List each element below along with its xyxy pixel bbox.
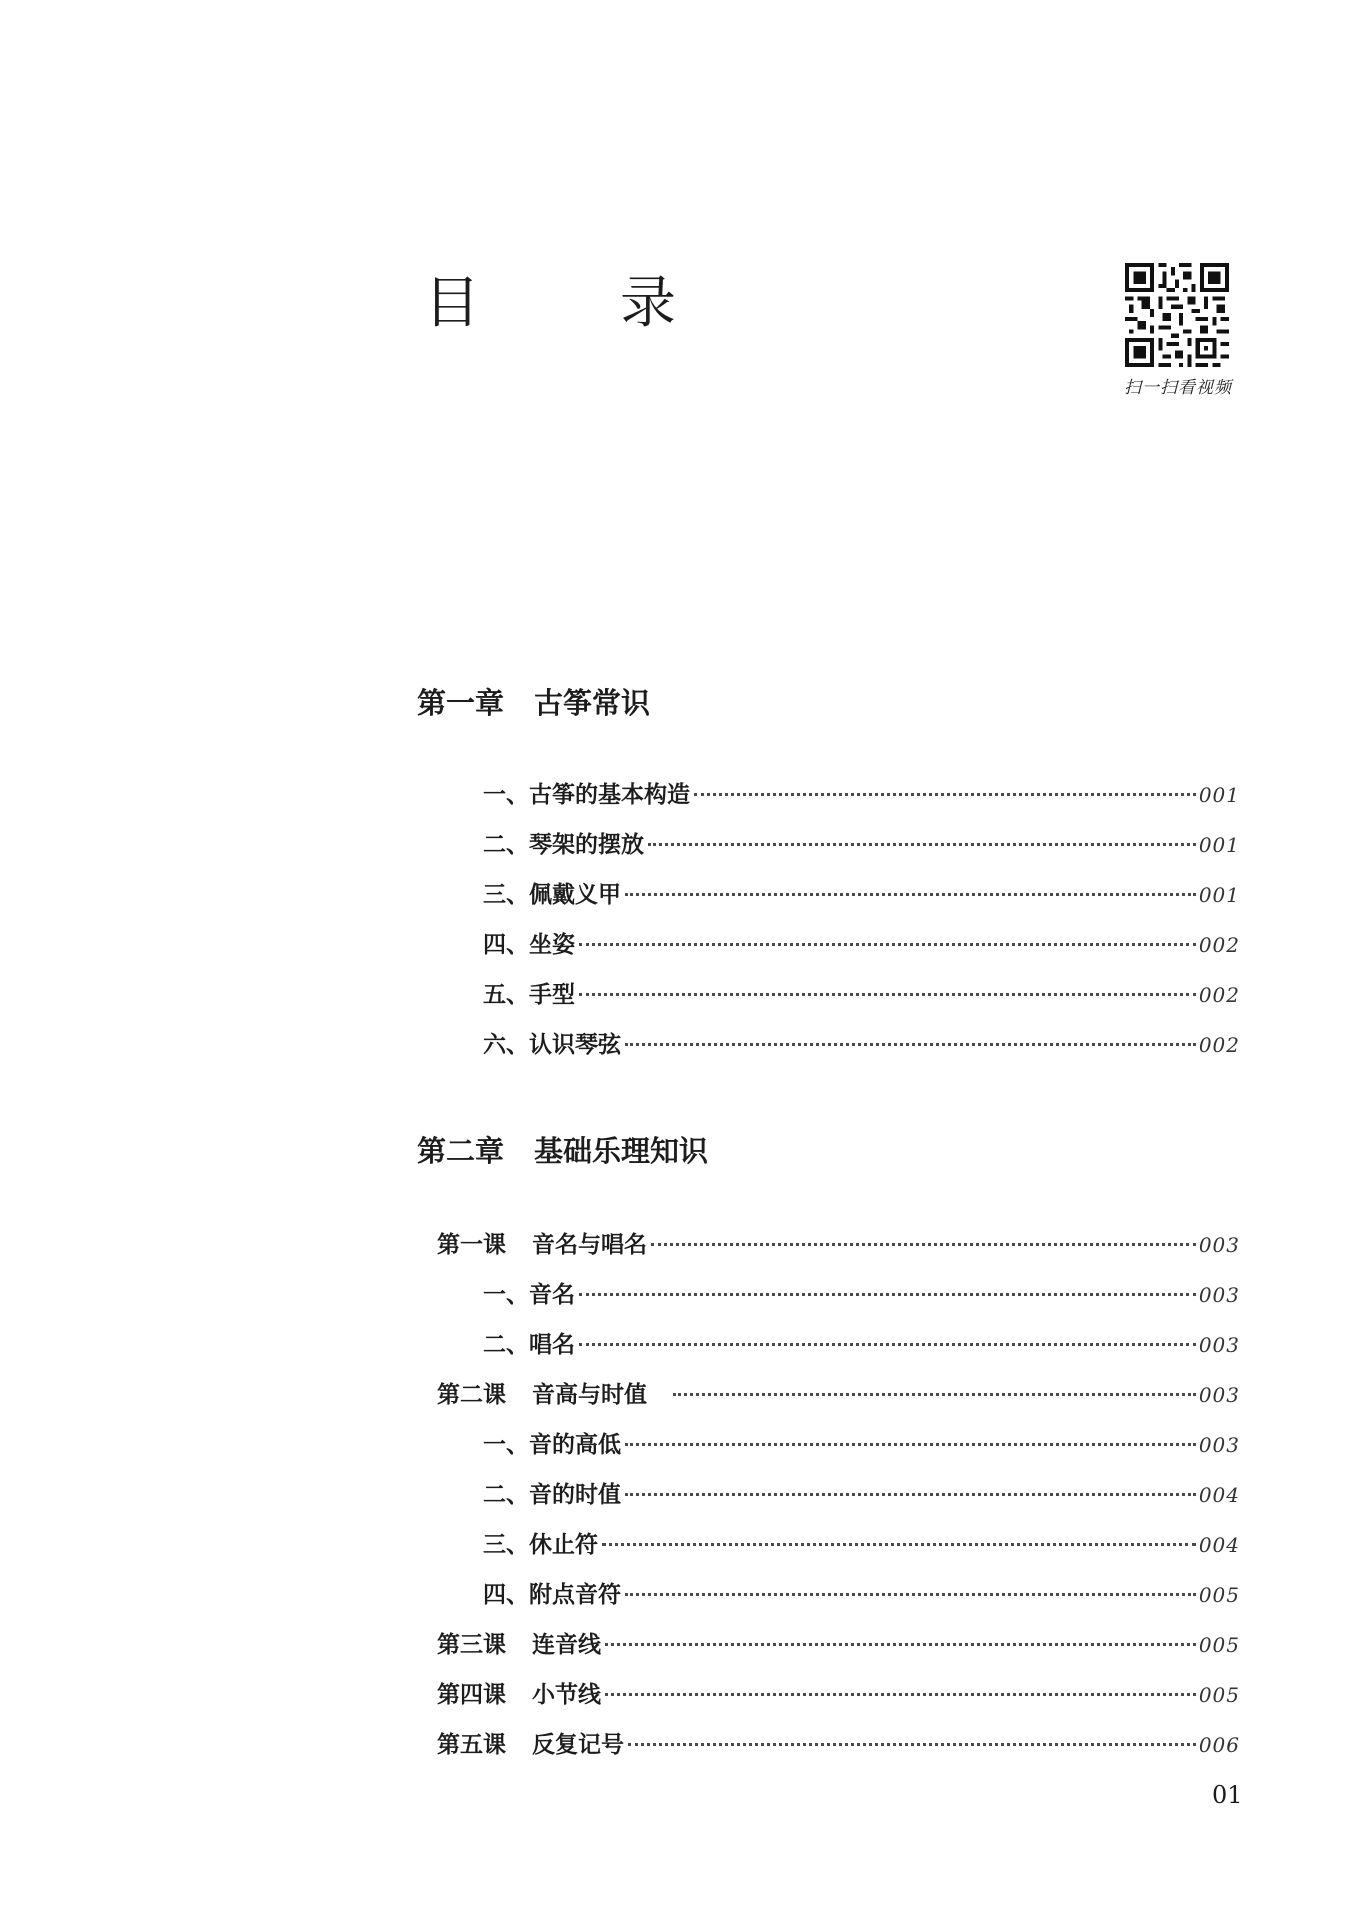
- entry-page-number: 003: [1198, 1233, 1240, 1257]
- entry-label: 音高与时值: [532, 1381, 647, 1408]
- dot-leader: [648, 843, 1196, 846]
- entry-label: 音名与唱名: [532, 1231, 647, 1258]
- dot-leader: [625, 1443, 1196, 1446]
- dot-leader: [625, 1593, 1196, 1596]
- chapter-heading: [417, 683, 650, 723]
- chapter-title: 古筝常识: [534, 686, 651, 720]
- dot-leader: [605, 1693, 1196, 1696]
- dot-leader: [673, 1393, 1196, 1396]
- chapter-number: 第一章: [417, 686, 505, 720]
- toc-entry[interactable]: [483, 976, 1240, 1014]
- entry-page-number: 002: [1198, 1033, 1240, 1057]
- toc-entry[interactable]: [483, 1576, 1240, 1614]
- toc-entry[interactable]: [483, 776, 1240, 814]
- toc-entry[interactable]: [483, 876, 1240, 914]
- page-title: 目 录: [424, 271, 718, 336]
- lesson-number: 第三课: [437, 1631, 506, 1658]
- entry-label: 四、坐姿: [483, 931, 575, 958]
- toc-entry[interactable]: [483, 1476, 1240, 1514]
- entry-label: 五、手型: [483, 981, 575, 1008]
- toc-entry[interactable]: [483, 1026, 1240, 1064]
- toc-lesson-entry[interactable]: [437, 1676, 1240, 1714]
- dot-leader: [579, 1293, 1196, 1296]
- entry-page-number: 006: [1198, 1733, 1240, 1757]
- entry-page-number: 003: [1198, 1433, 1240, 1457]
- entry-label: 二、音的时值: [483, 1481, 621, 1508]
- dot-leader: [628, 1743, 1196, 1746]
- entry-page-number: 003: [1198, 1383, 1240, 1407]
- entry-page-number: 005: [1198, 1633, 1240, 1657]
- entry-page-number: 003: [1198, 1333, 1240, 1357]
- lesson-number: 第二课: [437, 1381, 506, 1408]
- entry-page-number: 002: [1198, 933, 1240, 957]
- dot-leader: [602, 1543, 1196, 1546]
- entry-label: 三、佩戴义甲: [483, 881, 621, 908]
- chapter-title: 基础乐理知识: [534, 1134, 709, 1168]
- entry-label: 一、古筝的基本构造: [483, 781, 690, 808]
- entry-page-number: 004: [1198, 1483, 1240, 1507]
- dot-leader: [651, 1243, 1196, 1246]
- qr-code-block: [1124, 263, 1244, 398]
- entry-page-number: 001: [1198, 883, 1240, 907]
- dot-leader: [605, 1643, 1196, 1646]
- toc-entry[interactable]: [483, 826, 1240, 864]
- entry-label: 一、音的高低: [483, 1431, 621, 1458]
- toc-lesson-entry[interactable]: [437, 1626, 1240, 1664]
- toc-lesson-entry[interactable]: [437, 1726, 1240, 1764]
- entry-page-number: 005: [1198, 1583, 1240, 1607]
- entry-page-number: 001: [1198, 783, 1240, 807]
- entry-page-number: 005: [1198, 1683, 1240, 1707]
- dot-leader: [579, 1343, 1196, 1346]
- entry-page-number: 002: [1198, 983, 1240, 1007]
- entry-page-number: 004: [1198, 1533, 1240, 1557]
- entry-label: 三、休止符: [483, 1531, 598, 1558]
- dot-leader: [694, 793, 1196, 796]
- qr-caption: 扫一扫看视频: [1124, 378, 1232, 398]
- lesson-number: 第一课: [437, 1231, 506, 1258]
- toc-entry[interactable]: [483, 1526, 1240, 1564]
- dot-leader: [625, 1043, 1196, 1046]
- entry-label: 二、琴架的摆放: [483, 831, 644, 858]
- toc-entry[interactable]: [483, 1326, 1240, 1364]
- dot-leader: [579, 943, 1196, 946]
- entry-label: 反复记号: [532, 1731, 624, 1758]
- entry-label: 一、音名: [483, 1281, 575, 1308]
- lesson-number: 第五课: [437, 1731, 506, 1758]
- entry-page-number: 001: [1198, 833, 1240, 857]
- toc-entry[interactable]: [483, 926, 1240, 964]
- toc-lesson-entry[interactable]: [437, 1226, 1240, 1264]
- chapter-number: 第二章: [417, 1134, 505, 1168]
- dot-leader: [625, 893, 1196, 896]
- toc-lesson-entry[interactable]: [437, 1376, 1240, 1414]
- entry-label: 六、认识琴弦: [483, 1031, 621, 1058]
- entry-label: 小节线: [532, 1681, 601, 1708]
- entry-page-number: 003: [1198, 1283, 1240, 1307]
- toc-entry[interactable]: [483, 1276, 1240, 1314]
- dot-leader: [579, 993, 1196, 996]
- toc-entry[interactable]: [483, 1426, 1240, 1464]
- chapter-heading: [417, 1131, 708, 1171]
- lesson-number: 第四课: [437, 1681, 506, 1708]
- dot-leader: [625, 1493, 1196, 1496]
- page-folio: 01: [1212, 1781, 1243, 1809]
- entry-label: 二、唱名: [483, 1331, 575, 1358]
- entry-label: 四、附点音符: [483, 1581, 621, 1608]
- entry-label: 连音线: [532, 1631, 601, 1658]
- qr-code-icon: [1125, 263, 1229, 367]
